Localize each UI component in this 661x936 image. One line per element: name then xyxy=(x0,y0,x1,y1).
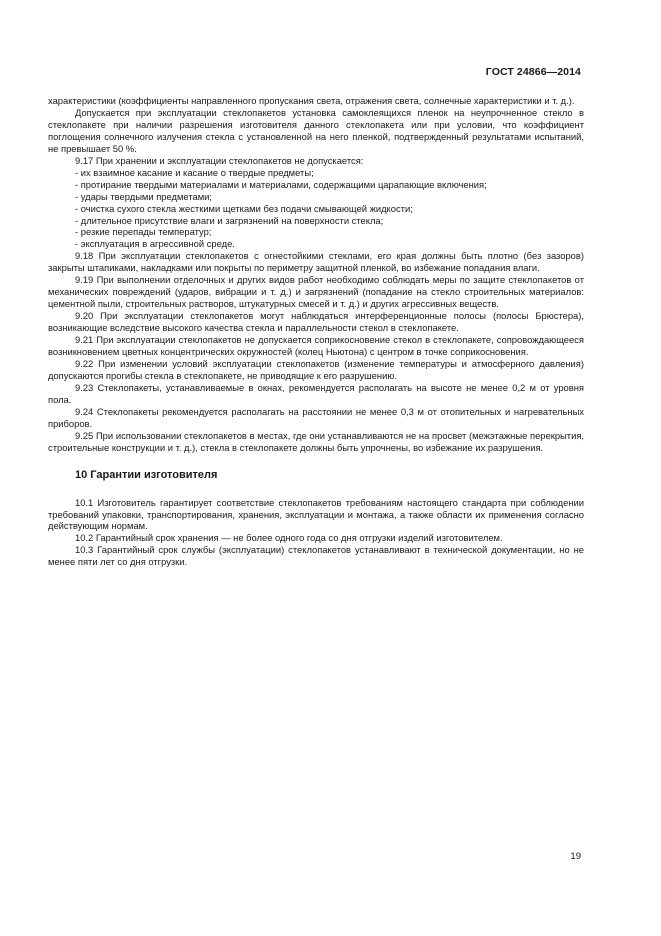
paragraph-9-22: 9.22 При изменении условий эксплуатации стеклопакетов (изменение температуры и атмосферного давления) допускаются прогибы стекла в стеклопакете, не приводящие к его разрушению. xyxy=(48,357,584,381)
page-number: 19 xyxy=(570,851,581,862)
paragraph-continuation: характеристики (коэффициенты направленного пропускания света, отражения света, солнечные характеристики и т. д.). xyxy=(48,95,575,106)
paragraph-9-17: 9.17 При хранении и эксплуатации стеклопакетов не допускается: xyxy=(75,154,364,166)
section-10-title: 10 Гарантии изготовителя xyxy=(75,468,218,481)
list-item: - их взаимное касание и касание о твердые предметы; xyxy=(75,166,314,178)
paragraph-9-19: 9.19 При выполнении отделочных и других видов работ необходимо соблюдать меры по защите стеклопакетов от механических повреждений (ударов, вибрации и т. д.) и загрязнений (попадание на стекло строительных материалов: цементной пыли, строительных растворов, штукатурных смесей и т. д.) и других агрессивных веществ. xyxy=(48,274,584,310)
paragraph-9-25: 9.25 При использовании стеклопакетов в местах, где они устанавливаются не на просвет (межэтажные перекрытия, строительные конструкции и т. д.), стекла в стеклопакете должны быть упрочнены, во избежание их разрушения. xyxy=(48,429,584,453)
list-item: - длительное присутствие влаги и загрязнений на поверхности стекла; xyxy=(75,214,384,226)
list-item: - очистка сухого стекла жесткими щетками без подачи смывающей жидкости; xyxy=(75,202,413,214)
paragraph-10-2: 10.2 Гарантийный срок хранения — не более одного года со дня отгрузки изделий изготовителем. xyxy=(75,532,503,544)
paragraph-9-18: 9.18 При эксплуатации стеклопакетов с огнестойкими стеклами, его края должны быть плотно (без зазоров) закрыты штапиками, накладками или покрыты по периметру защитной пленкой, во избежание попадания влаги. xyxy=(48,250,584,274)
document-code-header: ГОСТ 24866—2014 xyxy=(485,66,581,78)
paragraph-film: Допускается при эксплуатации стеклопакетов установка самоклеящихся пленок на неупрочненное стекло в стеклопакете при наличии разрешения изготовителя данного стеклопакета или при условии, что коэффициент поглощения солнечного излучения стекла с установленной на него пленкой, подтвержденный результатами испытаний, не превышает 50 %. xyxy=(48,106,584,154)
paragraph-10-3: 10.3 Гарантийный срок службы (эксплуатации) стеклопакетов устанавливают в технической документации, но не менее пяти лет со дня отгрузки. xyxy=(48,544,584,568)
list-item: - удары твердыми предметами; xyxy=(75,190,213,202)
paragraph-9-20: 9.20 При эксплуатации стеклопакетов могут наблюдаться интерференционные полосы (полосы Брюстера), возникающие вследствие высокого качества стекла и параллельности стекол в стеклопакете. xyxy=(48,310,584,334)
list-item: - резкие перепады температур; xyxy=(75,226,212,238)
paragraph-9-24: 9.24 Стеклопакеты рекомендуется располагать на расстоянии не менее 0,3 м от отопительных и нагревательных приборов. xyxy=(48,405,584,429)
paragraph-9-21: 9.21 При эксплуатации стеклопакетов не допускается соприкосновение стекол в стеклопакете, сопровождающееся возникновением цветных концентрических окружностей (колец Ньютона) с центром в точке соприкосновения. xyxy=(48,334,584,358)
paragraph-9-23: 9.23 Стеклопакеты, устанавливаемые в окнах, рекомендуется располагать на высоте не менее 0,2 м от уровня пола. xyxy=(48,381,584,405)
paragraph-10-1: 10.1 Изготовитель гарантирует соответствие стеклопакетов требованиям настоящего стандарта при соблюдении требований упаковки, транспортирования, хранения, эксплуатации и монтажа, а также области их применения согласно действующим нормам. xyxy=(48,496,584,532)
list-item: - протирание твердыми материалами и материалами, содержащими царапающие включения; xyxy=(75,178,487,190)
list-item: - эксплуатация в агрессивной среде. xyxy=(75,238,235,250)
document-body xyxy=(48,95,584,568)
